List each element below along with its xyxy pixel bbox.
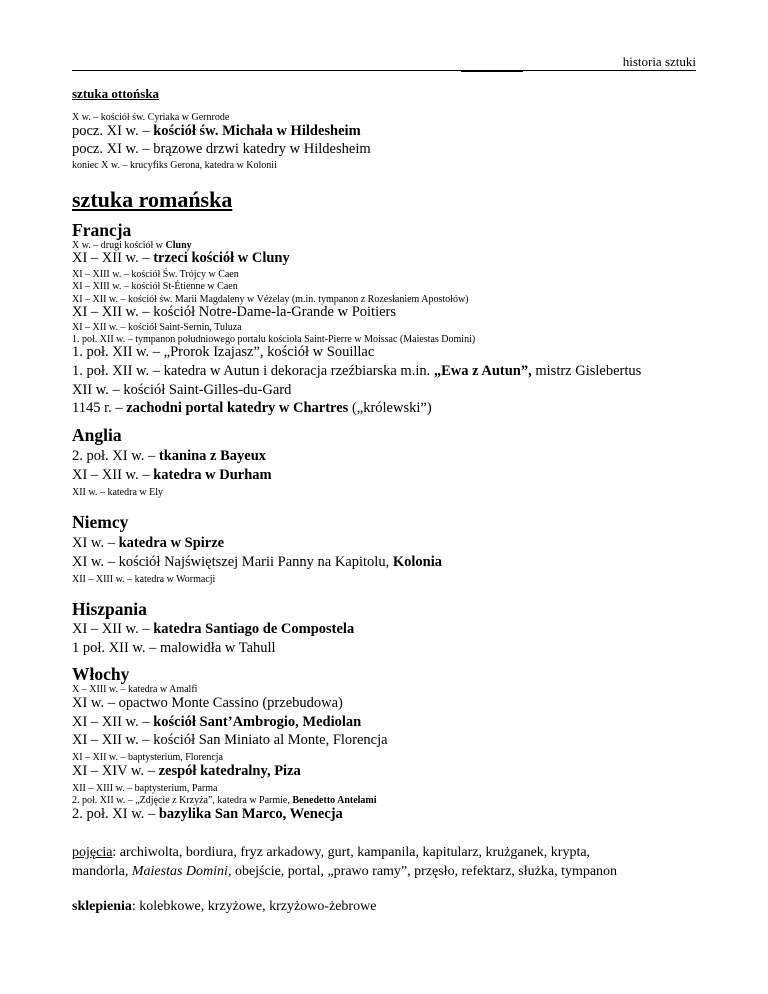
francja-line-10: 1. poł. XII w. – katedra w Autun i dekoracja rzeźbiarska m.in. „Ewa z Autun”, mistrz Gislebertus — [72, 363, 642, 379]
niemcy-line-1: XI w. – katedra w Spirze — [72, 535, 225, 551]
wlochy-line-5: XI – XII w. – baptysterium, Florencja — [72, 752, 223, 763]
francja-line-4: XI – XIII w. – kościół St-Étienne w Caen — [72, 281, 238, 292]
ottonian-line-4: koniec X w. – krucyfiks Gerona, katedra w Kolonii — [72, 160, 277, 171]
anglia-heading: Anglia — [72, 425, 122, 445]
francja-line-11: XII w. – kościół Saint-Gilles-du-Gard — [72, 382, 292, 398]
wlochy-line-2: XI w. – opactwo Monte Cassino (przebudowa) — [72, 695, 343, 711]
francja-heading: Francja — [72, 220, 132, 240]
niemcy-line-2: XI w. – kościół Najświętszej Marii Panny na Kapitolu, Kolonia — [72, 554, 442, 570]
ottonian-line-1: X w. – kościół św. Cyriaka w Gernrode — [72, 112, 230, 123]
ottonian-line-2: pocz. XI w. – kościół św. Michała w Hildesheim — [72, 123, 361, 139]
ottonian-heading: sztuka ottońska — [72, 86, 160, 101]
wlochy-line-7: XII – XIII w. – baptysterium, Parma — [72, 783, 218, 794]
wlochy-line-3: XI – XII w. – kościół Sant’Ambrogio, Mediolan — [72, 714, 362, 730]
francja-line-6: XI – XII w. – kościół Notre-Dame-la-Grande w Poitiers — [72, 304, 397, 320]
page-header — [72, 54, 696, 71]
header-short-rule — [461, 71, 523, 72]
romanesque-heading: sztuka romańska — [72, 187, 233, 212]
hiszpania-line-2: 1 poł. XII w. – malowidła w Tahull — [72, 640, 276, 656]
concepts-line-2: mandorla, Maiestas Domini, obejście, portal, „prawo ramy”, przęsło, refektarz, służka, tympanon — [72, 864, 618, 879]
francja-line-5: XI – XII w. – kościół św. Marii Magdaleny w Vézelay (m.in. tympanon z Rozesłaniem Apostołów) — [72, 294, 469, 305]
anglia-line-2: XI – XII w. – katedra w Durham — [72, 467, 272, 483]
francja-line-9: 1. poł. XII w. – „Prorok Izajasz”, kościół w Souillac — [72, 344, 375, 360]
wlochy-line-1: X – XIII w. – katedra w Amalfi — [72, 684, 198, 695]
francja-line-1: X w. – drugi kościół w Cluny — [72, 240, 192, 251]
francja-line-2: XI – XII w. – trzeci kościół w Cluny — [72, 250, 290, 266]
wlochy-heading: Włochy — [72, 664, 130, 684]
anglia-line-3: XII w. – katedra w Ely — [72, 487, 163, 498]
header-title: historia sztuki — [622, 54, 696, 69]
francja-line-3: XI – XIII w. – kościół Św. Trójcy w Caen — [72, 269, 239, 280]
wlochy-line-9: 2. poł. XI w. – bazylika San Marco, Wenecja — [72, 806, 343, 822]
hiszpania-heading: Hiszpania — [72, 599, 147, 619]
wlochy-line-6: XI – XIV w. – zespół katedralny, Piza — [72, 763, 301, 779]
anglia-line-1: 2. poł. XI w. – tkanina z Bayeux — [72, 448, 267, 464]
francja-line-8: 1. poł. XII w. – tympanon południowego portalu kościoła Saint-Pierre w Moissac (Maiestas Domini) — [72, 334, 476, 345]
wlochy-line-4: XI – XII w. – kościół San Miniato al Monte, Florencja — [72, 732, 388, 748]
vaults-line: sklepienia: kolebkowe, krzyżowe, krzyżowo-żebrowe — [72, 899, 377, 914]
francja-line-7: XI – XII w. – kościół Saint-Sernin, Tuluza — [72, 322, 242, 333]
niemcy-line-3: XII – XIII w. – katedra w Wormacji — [72, 574, 216, 585]
niemcy-heading: Niemcy — [72, 512, 129, 532]
vaults-label: sklepienia — [72, 899, 132, 914]
wlochy-line-8: 2. poł. XII w. – „Zdjęcie z Krzyża”, katedra w Parmie, Benedetto Antelami — [72, 795, 377, 806]
hiszpania-line-1: XI – XII w. – katedra Santiago de Compostela — [72, 621, 355, 637]
francja-line-12: 1145 r. – zachodni portal katedry w Chartres („królewski”) — [72, 400, 432, 416]
ottonian-line-3: pocz. XI w. – brązowe drzwi katedry w Hildesheim — [72, 141, 371, 157]
concepts-label: pojęcia — [72, 845, 113, 860]
concepts-line-1: pojęcia: archiwolta, bordiura, fryz arkadowy, gurt, kampanila, kapitularz, krużganek, krypta, — [72, 845, 591, 860]
